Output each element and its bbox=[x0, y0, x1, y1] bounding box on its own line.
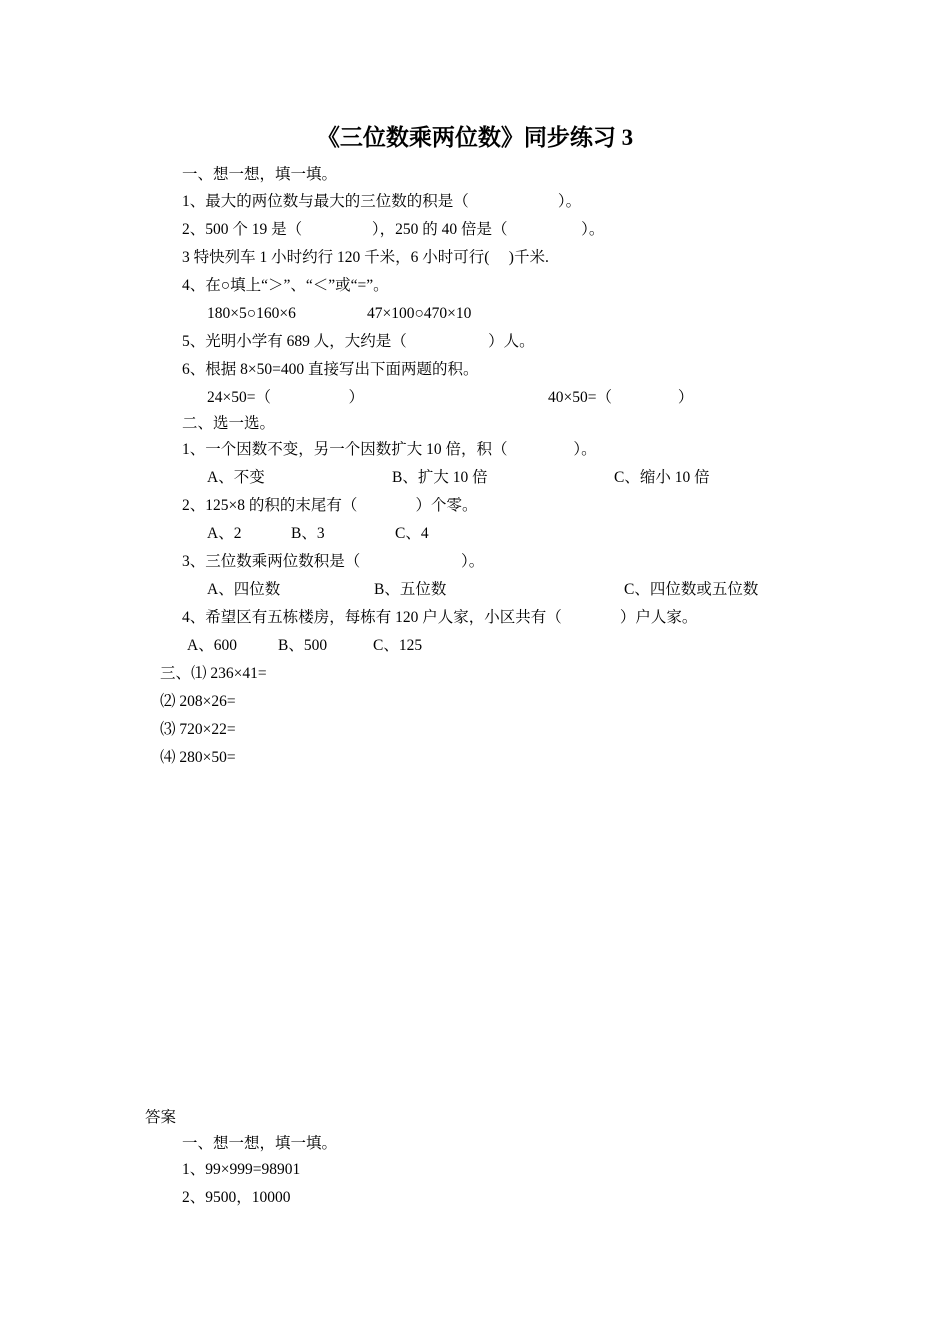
part2-q3-option-b: B、五位数 bbox=[374, 581, 447, 598]
part1-q4-expr2: 47×100○470×10 bbox=[367, 305, 472, 322]
part3-line-4: ⑷ 280×50= bbox=[160, 749, 236, 766]
part1-q4: 4、在○填上“＞”、“＜”或“=”。 bbox=[182, 277, 389, 294]
part3-line-1: 三、⑴ 236×41= bbox=[160, 665, 267, 682]
answers-subheading: 一、想一想，填一填。 bbox=[182, 1135, 338, 1152]
part2-q1-option-c: C、缩小 10 倍 bbox=[614, 469, 710, 486]
part1-q6: 6、根据 8×50=400 直接写出下面两题的积。 bbox=[182, 361, 479, 378]
part2-q3-option-c: C、四位数或五位数 bbox=[624, 581, 759, 598]
part2-q2-option-a: A、2 bbox=[207, 525, 242, 542]
part2-q4-option-a: A、600 bbox=[187, 637, 237, 654]
part2-q4-option-b: B、500 bbox=[278, 637, 328, 654]
part1-heading: 一、想一想，填一填。 bbox=[182, 166, 338, 183]
part1-q2: 2、500 个 19 是（ ），250 的 40 倍是（ ）。 bbox=[182, 221, 605, 238]
part3-line-3: ⑶ 720×22= bbox=[160, 721, 236, 738]
part1-q3: 3 特快列车 1 小时约行 120 千米，6 小时可行( )千米. bbox=[182, 249, 549, 266]
part2-q2: 2、125×8 的积的末尾有（ ）个零。 bbox=[182, 497, 478, 514]
part2-heading: 二、选一选。 bbox=[182, 415, 276, 432]
part2-q2-option-b: B、3 bbox=[291, 525, 325, 542]
part2-q2-option-c: C、4 bbox=[395, 525, 429, 542]
page-title: 《三位数乘两位数》同步练习 3 bbox=[316, 125, 634, 150]
part2-q1: 1、一个因数不变，另一个因数扩大 10 倍，积（ ）。 bbox=[182, 441, 597, 458]
part2-q4: 4、希望区有五栋楼房，每栋有 120 户人家，小区共有（ ）户人家。 bbox=[182, 609, 698, 626]
part1-q5: 5、光明小学有 689 人，大约是（ ）人。 bbox=[182, 333, 535, 350]
part2-q3-option-a: A、四位数 bbox=[207, 581, 281, 598]
answer-1: 1、99×999=98901 bbox=[182, 1161, 301, 1178]
answer-2: 2、9500，10000 bbox=[182, 1189, 291, 1206]
part2-q4-option-c: C、125 bbox=[373, 637, 423, 654]
answers-heading: 答案 bbox=[145, 1109, 177, 1126]
part1-q1: 1、最大的两位数与最大的三位数的积是（ ）。 bbox=[182, 193, 582, 210]
part2-q1-option-a: A、不变 bbox=[207, 469, 265, 486]
part1-q4-expr1: 180×5○160×6 bbox=[207, 305, 296, 322]
part2-q3: 3、三位数乘两位数积是（ ）。 bbox=[182, 553, 485, 570]
part2-q1-option-b: B、扩大 10 倍 bbox=[392, 469, 488, 486]
part3-line-2: ⑵ 208×26= bbox=[160, 693, 236, 710]
part1-q6-expr1: 24×50=（ ） bbox=[207, 389, 364, 406]
part1-q6-expr2: 40×50=（ ） bbox=[548, 389, 694, 406]
